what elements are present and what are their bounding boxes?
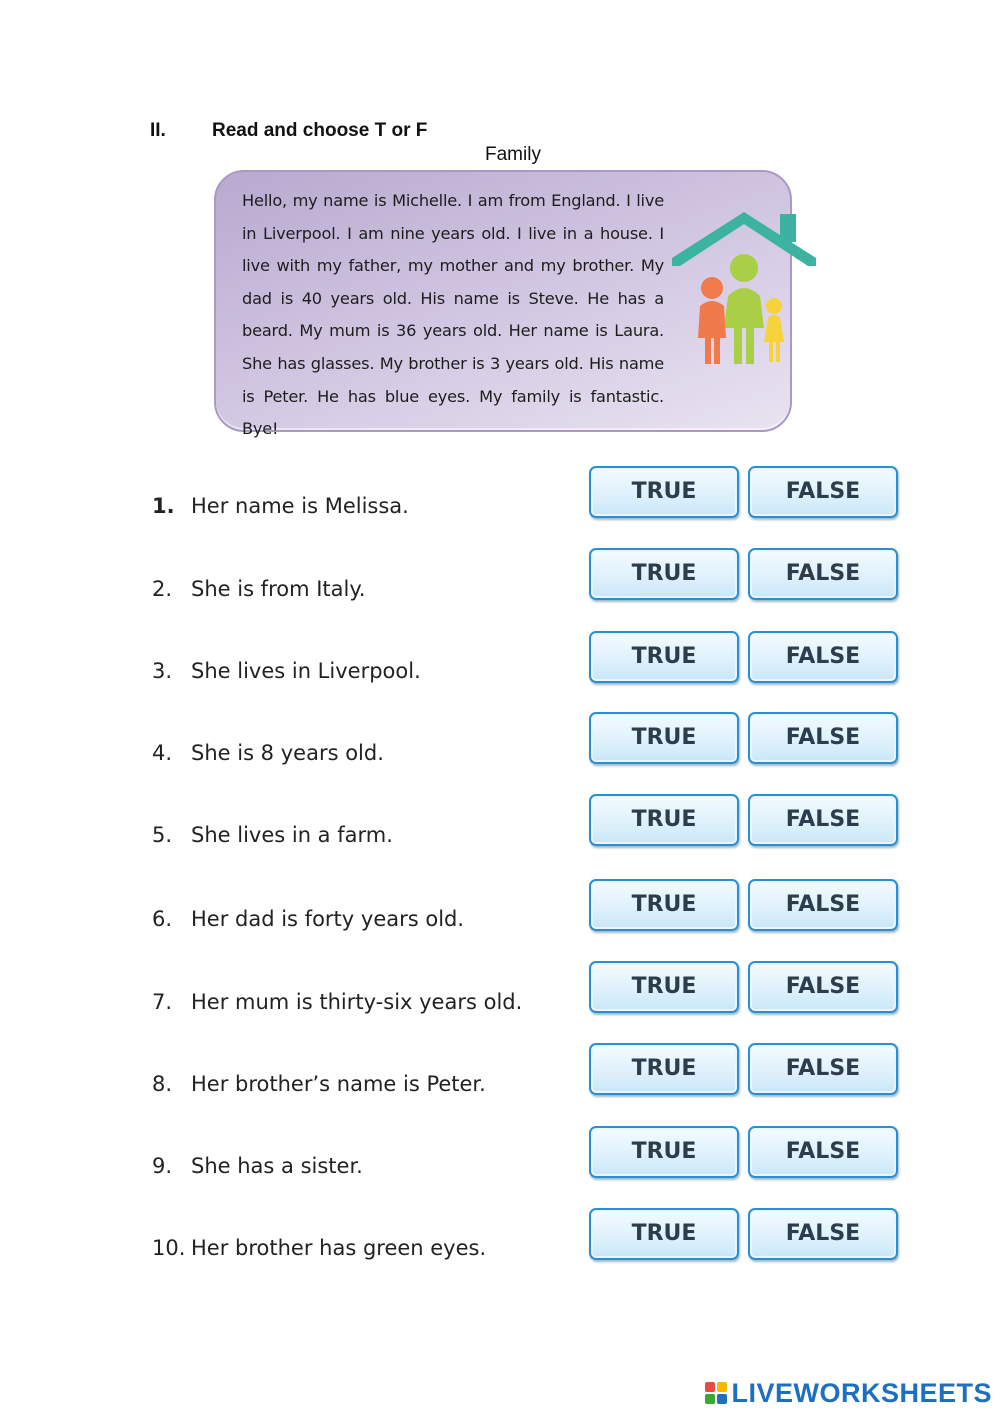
question-number: 3.: [152, 659, 173, 683]
question-9: [152, 1154, 363, 1178]
question-number: 10.: [152, 1236, 186, 1260]
question-6: [152, 907, 464, 931]
section-instruction: Read and choose T or F: [212, 120, 428, 141]
reading-passage-text: Hello, my name is Michelle. I am from England. I live in Liverpool. I am nine years old. I live in a house. I live with my father, my mother and my brother. My dad is 40 years old. His name is Steve. He has a beard. My mum is 36 years old. Her name is Laura. She has glasses. My brother is 3 years old. His name is Peter. He has blue eyes. My family is fantastic. Bye!: [242, 191, 664, 439]
section-number: II.: [150, 120, 166, 141]
true-button-4[interactable]: TRUE: [589, 712, 739, 764]
dad-body: [698, 301, 726, 338]
brand-name: LIVEWORKSHEETS: [731, 1377, 992, 1408]
question-text: Her brother’s name is Peter.: [191, 1072, 486, 1096]
child-body: [764, 315, 784, 342]
question-text: She lives in Liverpool.: [191, 659, 421, 683]
question-text: Her brother has green eyes.: [191, 1236, 487, 1260]
question-5: [152, 823, 393, 847]
true-button-6[interactable]: TRUE: [589, 879, 739, 931]
mum-head: [730, 254, 758, 282]
reading-passage-box: [214, 170, 792, 439]
mum-leg-left: [734, 326, 742, 364]
question-number: 6.: [152, 907, 173, 931]
question-number: 4.: [152, 741, 173, 765]
family-house-icon: [672, 210, 818, 370]
question-number: 7.: [152, 990, 173, 1014]
reading-title: Family: [485, 144, 541, 165]
false-button-7[interactable]: FALSE: [748, 961, 898, 1013]
question-text: Her mum is thirty-six years old.: [191, 990, 523, 1014]
question-number: 8.: [152, 1072, 173, 1096]
false-button-10[interactable]: FALSE: [748, 1208, 898, 1260]
mum-body: [724, 288, 764, 328]
question-text: She has a sister.: [191, 1154, 363, 1178]
true-button-1[interactable]: TRUE: [589, 466, 739, 518]
question-2: [152, 577, 365, 601]
question-3: [152, 659, 421, 683]
question-text: Her name is Melissa.: [191, 494, 409, 518]
true-button-8[interactable]: TRUE: [589, 1043, 739, 1095]
mum-leg-right: [746, 326, 754, 364]
question-text: Her dad is forty years old.: [191, 907, 465, 931]
liveworksheets-logo-icon: [705, 1382, 727, 1404]
true-button-5[interactable]: TRUE: [589, 794, 739, 846]
question-7: [152, 990, 522, 1014]
question-text: She is from Italy.: [191, 577, 366, 601]
question-1: [152, 494, 409, 518]
dad-head: [701, 277, 723, 299]
false-button-1[interactable]: FALSE: [748, 466, 898, 518]
house-chimney: [780, 214, 796, 242]
dad-leg-left: [705, 336, 711, 364]
false-button-6[interactable]: FALSE: [748, 879, 898, 931]
question-number: 9.: [152, 1154, 173, 1178]
child-leg-right: [776, 340, 780, 362]
true-button-9[interactable]: TRUE: [589, 1126, 739, 1178]
child-head: [766, 298, 782, 314]
question-text: She lives in a farm.: [191, 823, 393, 847]
true-button-10[interactable]: TRUE: [589, 1208, 739, 1260]
question-number: 2.: [152, 577, 173, 601]
question-number: 1.: [152, 494, 175, 518]
question-10: [152, 1236, 486, 1260]
false-button-8[interactable]: FALSE: [748, 1043, 898, 1095]
false-button-9[interactable]: FALSE: [748, 1126, 898, 1178]
question-4: [152, 741, 384, 765]
false-button-4[interactable]: FALSE: [748, 712, 898, 764]
false-button-5[interactable]: FALSE: [748, 794, 898, 846]
question-number: 5.: [152, 823, 173, 847]
true-button-7[interactable]: TRUE: [589, 961, 739, 1013]
child-leg-left: [769, 340, 773, 362]
false-button-2[interactable]: FALSE: [748, 548, 898, 600]
dad-leg-right: [714, 336, 720, 364]
true-button-3[interactable]: TRUE: [589, 631, 739, 683]
false-button-3[interactable]: FALSE: [748, 631, 898, 683]
liveworksheets-branding: [705, 1378, 992, 1408]
question-8: [152, 1072, 486, 1096]
question-text: She is 8 years old.: [191, 741, 384, 765]
true-button-2[interactable]: TRUE: [589, 548, 739, 600]
